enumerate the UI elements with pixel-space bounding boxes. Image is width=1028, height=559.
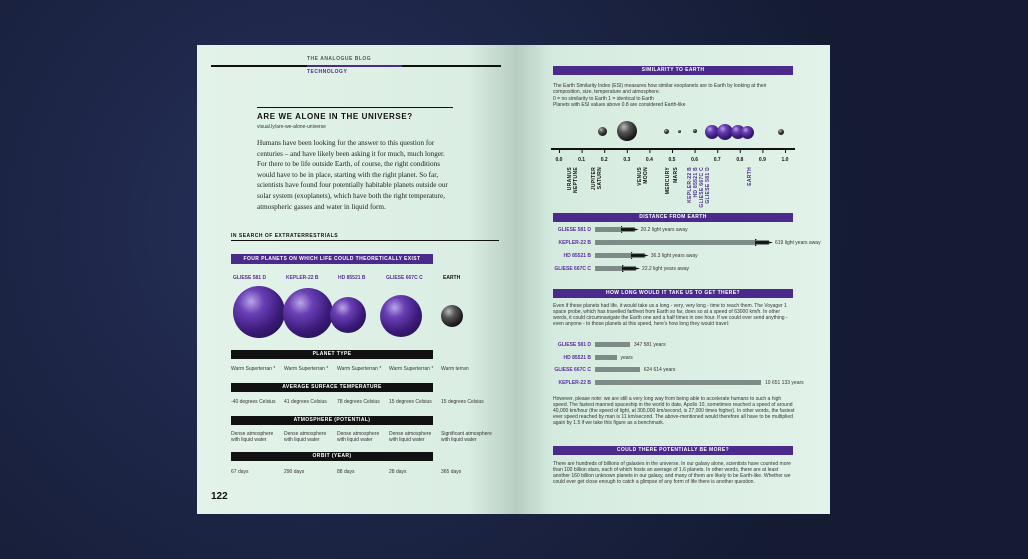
esi-gliese667-icon <box>741 126 754 139</box>
atmo-cell: Dense atmosphere with liquid water <box>337 431 380 443</box>
esi-tick <box>695 150 696 153</box>
type-cell: Warm Superterran * <box>337 366 382 372</box>
travel-value: 10 651 133 years <box>765 379 804 386</box>
planet-gliese667cc-icon <box>380 295 422 337</box>
planet-gliese581d-icon <box>233 286 285 338</box>
esi-planet-label: MARS <box>673 167 679 183</box>
travel-bar <box>595 342 630 347</box>
page-number: 122 <box>211 491 228 502</box>
esi-planet-label: URANUS <box>567 167 573 191</box>
esi-planet-label: GLIESE 581 D <box>705 167 711 204</box>
planet-earth-icon <box>441 305 463 327</box>
travel-label: GLIESE 667C C <box>554 367 591 373</box>
esi-planet-label: KEPLER-22 B <box>687 167 693 203</box>
open-book <box>197 45 830 514</box>
temp-cell: 15 degrees Celsius <box>441 399 484 405</box>
esi-tick <box>740 150 741 153</box>
distance-header: DISTANCE FROM EARTH <box>553 213 793 222</box>
orbit-header: ORBIT (YEAR) <box>231 452 433 461</box>
esi-tick-label: 1.0 <box>781 157 789 163</box>
esi-tick-label: 0.0 <box>555 157 563 163</box>
esi-scale: 0 = no similarity to Earth 1 = identical to Earth <box>553 96 654 102</box>
header-accent <box>307 65 402 67</box>
article-url: visual.ly/are-we-alone-universe <box>257 124 326 130</box>
esi-tick-label: 0.5 <box>668 157 676 163</box>
esi-tick <box>582 150 583 153</box>
esi-axis <box>551 145 795 167</box>
esi-tick-label: 0.6 <box>691 157 699 163</box>
distance-bar <box>595 240 769 245</box>
esi-planet-label: NEPTUNE <box>573 167 579 193</box>
esi-tick-label: 0.7 <box>713 157 721 163</box>
distance-value: 36.3 light years away <box>650 253 698 259</box>
planet-label-gliese667cc: GLIESE 667C C <box>386 275 423 281</box>
esi-ticks <box>556 150 789 163</box>
esi-text: The Earth Similarity Index (ESI) measures how similar exoplanets are to Earth by looking at their composition, size, temperature and atmosphere. <box>553 83 767 95</box>
esi-tick-label: 0.3 <box>623 157 631 163</box>
atmo-cell: Dense atmosphere with liquid water <box>231 431 274 443</box>
blog-name: THE ANALOGUE BLOG <box>307 56 372 62</box>
article-title: ARE WE ALONE IN THE UNIVERSE? <box>257 112 413 121</box>
planet-hd85521b-icon <box>330 297 366 333</box>
esi-tick <box>672 150 673 153</box>
esi-header: SIMILARITY TO EARTH <box>553 66 793 75</box>
esi-planet-label: JUPITER <box>591 167 597 191</box>
travel-label: KEPLER-22 B <box>558 379 591 386</box>
distance-label: HD 85521 B <box>563 253 591 259</box>
distance-label: KEPLER-22 B <box>558 240 591 246</box>
esi-jupiter-icon <box>617 121 637 141</box>
more-text: There are hundreds of billions of galaxies in the universe. In our galaxy alone, scientists have counted more than 100 billion stars, each of which hosts an average of 1.6 planets. In other words, there are at least another 160 billion unknown planets in our galaxy, and many of them are likely to be Earth-like. Whether we could ever get close enough to catch a glimpse of any form of life there is another question. <box>553 461 791 485</box>
type-cell: Warm Superterran * <box>231 366 276 372</box>
atmo-cell: Significant atmosphere with liquid water <box>441 431 492 443</box>
esi-planet-label: HD 85521 B <box>693 167 699 198</box>
distance-value: 22.2 light years away <box>642 266 690 272</box>
distance-label: GLIESE 667C C <box>554 266 591 272</box>
travel-text: Even if these planets had life, it would take us a long - very, very long - time to reach them. The Voyager 1 space probe, which has travelled farthest from Earth so far, does so at a speed of 63000 km/h. In other words, it could circumnavigate the Earth one and a half times in one hour. If we could ever send anything - even anyone - to those planets at this speed, here's how long they would travel: <box>553 303 788 327</box>
subhead-rule <box>231 240 499 241</box>
atmo-cell: Dense atmosphere with liquid water <box>389 431 432 443</box>
esi-tick-label: 0.4 <box>645 157 653 163</box>
orbit-cell: 88 days <box>337 469 355 475</box>
distance-value: 20.2 light years away <box>640 227 688 233</box>
esi-note: Planets with ESI values above 0.8 are considered Earth-like <box>553 102 686 108</box>
esi-venus-icon <box>664 129 669 134</box>
planet-label-hd85521b: HD 85521 B <box>338 275 366 281</box>
esi-tick <box>604 150 605 153</box>
article-body: Humans have been looking for the answer to this question for centuries – and have likely been asking it for much, much longer. For there to be life outside Earth, of course, the right conditions would have to be in place, starting with the right planet. So far, scientists have found four potentially habitable planets outside our solar system (exoplanets), which have both the right temperature, atmospheric gasses and water in liquid form. <box>257 139 448 211</box>
type-cell: Warm terran <box>441 366 469 372</box>
planet-label-earth: EARTH <box>443 275 461 281</box>
travel-bar <box>595 367 640 372</box>
temperature-header: AVERAGE SURFACE TEMPERATURE <box>231 383 433 392</box>
esi-tick-label: 0.9 <box>758 157 766 163</box>
distance-label: GLIESE 581 D <box>557 227 591 233</box>
planet-type-header: PLANET TYPE <box>231 350 433 359</box>
esi-tick-label: 0.8 <box>736 157 744 163</box>
temp-cell: 78 degrees Celsius <box>337 399 380 405</box>
orbit-cell: 290 days <box>284 469 305 475</box>
esi-earth-icon <box>778 129 784 135</box>
esi-mercury-icon <box>693 129 697 133</box>
atmo-cell: Dense atmosphere with liquid water <box>284 431 327 443</box>
esi-tick <box>717 150 718 153</box>
orbit-cell: 67 days <box>231 469 249 475</box>
temp-cell: 41 degrees Celsius <box>284 399 327 405</box>
esi-tick-label: 0.1 <box>578 157 586 163</box>
esi-axis-line <box>551 148 795 150</box>
planets-banner: FOUR PLANETS ON WHICH LIFE COULD THEORETICALLY EXIST <box>231 254 433 264</box>
esi-tick-label: 0.2 <box>600 157 608 163</box>
travel-label: GLIESE 581 D <box>557 342 591 348</box>
esi-planet-label: EARTH <box>747 167 753 186</box>
travel-note: However, please note: we are still a very long way from being able to accelerate humans to such a high speed. The fastest manned spaceship in the world to date, Apollo 10, sometimes reached a speed of around 40,000 km/hour (the speed of light, at 300,000 km/second, is 27,000 times higher). In other words, the fastest ever speed reached by man is 11 km/second. The above-mentioned would therefore all have to be multiplied again by 1.5 if we take this figure as a benchmark. <box>553 396 795 426</box>
temp-cell: -40 degrees Celsius <box>231 399 276 405</box>
type-cell: Warm Superterran * <box>389 366 434 372</box>
atmosphere-header: ATMOSPHERE (POTENTIAL) <box>231 416 433 425</box>
travel-bar <box>595 380 761 385</box>
type-cell: Warm Superterran * <box>284 366 329 372</box>
travel-chart <box>515 342 830 392</box>
left-page <box>197 45 515 514</box>
temp-cell: 15 degrees Celsius <box>389 399 432 405</box>
esi-planet-label: GLIESE 667C C <box>699 167 705 208</box>
travel-value: 624 614 years <box>643 367 676 373</box>
esi-tick <box>627 150 628 153</box>
travel-header: HOW LONG WOULD IT TAKE US TO GET THERE? <box>553 289 793 298</box>
travel-bar <box>595 355 617 360</box>
esi-moon-icon <box>678 130 681 133</box>
esi-planet-label: MERCURY <box>665 167 671 195</box>
title-rule <box>257 107 453 108</box>
esi-tick <box>762 150 763 153</box>
esi-planet-label: VENUS <box>637 167 643 186</box>
planet-label-kepler22b: KEPLER-22 B <box>286 275 319 281</box>
orbit-cell: 28 days <box>389 469 407 475</box>
more-header: COULD THERE POTENTIALLY BE MORE? <box>553 446 793 455</box>
esi-uranus-icon <box>598 127 607 136</box>
travel-label: HD 85521 B <box>563 354 591 361</box>
subhead: IN SEARCH OF EXTRATERRESTRIALS <box>231 233 339 239</box>
travel-value: years <box>620 354 633 361</box>
esi-tick <box>649 150 650 153</box>
esi-tick <box>559 150 560 153</box>
planet-kepler22b-icon <box>283 288 333 338</box>
planet-label-gliese581d: GLIESE 581 D <box>233 275 267 281</box>
esi-planet-label: MOON <box>643 167 649 184</box>
esi-planet-label: SATURN <box>597 167 603 190</box>
orbit-cell: 365 days <box>441 469 462 475</box>
section-name: TECHNOLOGY <box>307 69 348 75</box>
travel-value: 347 581 years <box>633 342 666 348</box>
distance-value: 619 light years away <box>775 240 821 246</box>
distance-chart <box>515 227 830 279</box>
right-page <box>515 45 830 514</box>
esi-tick <box>785 150 786 153</box>
